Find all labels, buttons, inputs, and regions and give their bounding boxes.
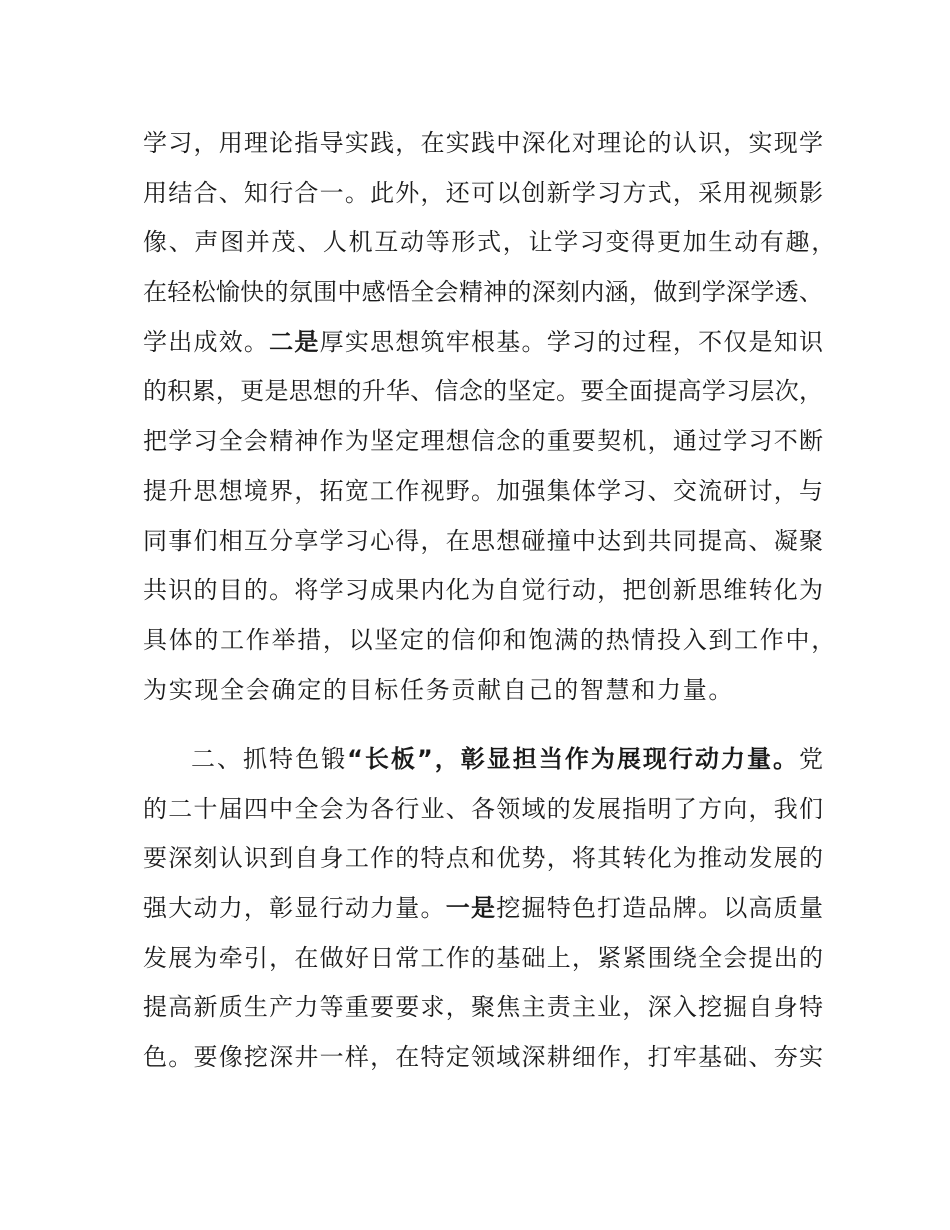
- section-heading-bold: “长板”，彰显担当作为展现行动力量。: [347, 745, 800, 773]
- section-heading-line: [143, 735, 823, 785]
- text-line: 像、声图并茂、人机互动等形式，让学习变得更加生动有趣，: [143, 228, 837, 257]
- text-line: 要深刻认识到自身工作的特点和优势，将其转化为推动发展的: [143, 844, 823, 873]
- text-line: 同事们相互分享学习心得，在思想碰撞中达到共同提高、凝聚: [143, 526, 823, 555]
- text-run: 强大动力，彰显行动力量。: [143, 894, 446, 923]
- text-line: [143, 884, 823, 934]
- text-run: 挖掘特色打造品牌。以高质量: [496, 894, 824, 923]
- text-line: 为实现全会确定的目标任务贡献自己的智慧和力量。: [143, 675, 735, 704]
- text-line: [143, 318, 823, 368]
- text-run: 学出成效。: [143, 327, 270, 356]
- text-line: 共识的目的。将学习成果内化为自觉行动，把创新思维转化为: [143, 576, 823, 605]
- text-run: 二、抓特色锻: [191, 745, 348, 773]
- bold-marker-one: 一是: [445, 894, 497, 923]
- text-line: 的二十届四中全会为各行业、各领域的发展指明了方向，我们: [143, 794, 823, 823]
- paragraph-study-methods: [143, 119, 837, 715]
- text-line: 具体的工作举措，以坚定的信仰和饱满的热情投入到工作中，: [143, 625, 837, 654]
- text-line: 提高新质生产力等重要要求，聚焦主责主业，深入挖掘自身特: [143, 993, 823, 1022]
- text-line: 发展为牵引，在做好日常工作的基础上，紧紧围绕全会提出的: [143, 943, 823, 972]
- text-line: 提升思想境界，拓宽工作视野。加强集体学习、交流研讨，与: [143, 476, 823, 505]
- text-run: 党: [799, 745, 824, 773]
- text-line: 把学习全会精神作为坚定理想信念的重要契机，通过学习不断: [143, 427, 823, 456]
- text-line: 的积累，更是思想的升华、信念的坚定。要全面提高学习层次，: [143, 377, 823, 406]
- text-line: 色。要像挖深井一样，在特定领域深耕细作，打牢基础、夯实: [143, 1043, 823, 1072]
- paragraph-section-two: [143, 735, 823, 1083]
- bold-marker-two: 二是: [269, 327, 320, 356]
- text-line: 用结合、知行合一。此外，还可以创新学习方式，采用视频影: [143, 178, 823, 207]
- text-line: 学习，用理论指导实践，在实践中深化对理论的认识，实现学: [143, 129, 823, 157]
- text-run: 厚实思想筑牢根基。学习的过程，不仅是知识: [319, 327, 824, 356]
- text-line: 在轻松愉快的氛围中感悟全会精神的深刻内涵，做到学深学透、: [143, 278, 823, 307]
